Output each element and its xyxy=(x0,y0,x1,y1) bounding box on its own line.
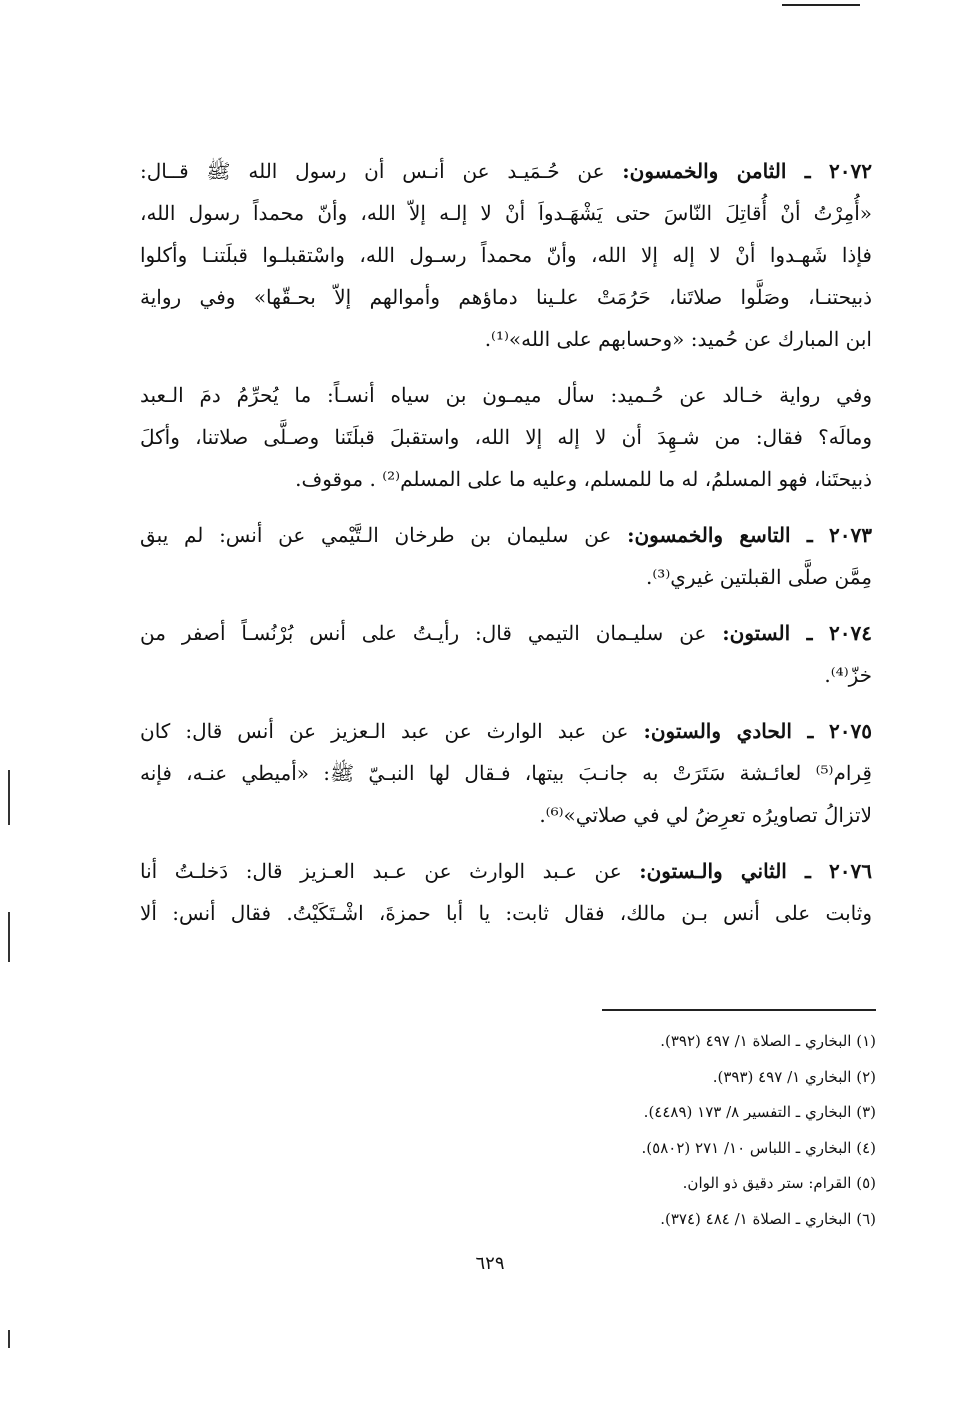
text-line xyxy=(140,150,872,192)
footnote-4: (٤) البخاري ـ اللباس ١٠/ ٢٧١ (٥٨٠٢). xyxy=(641,1138,876,1157)
text-run: عن عـبد الوارث عن عـبد العـزيز قال: دَخلـتُ أنا xyxy=(140,859,640,883)
hadith-2075 xyxy=(140,710,872,836)
hadith-number-heading: ٢٠٧٢ ـ الثامن والخمسون: xyxy=(622,159,872,183)
page-number: ٦٢٩ xyxy=(475,1253,505,1274)
text-line xyxy=(140,612,872,654)
hadith-number-heading: ٢٠٧٤ ـ الستون: xyxy=(722,621,872,645)
text-line: «أُمِرْتُ أنْ أُقاتِلَ النّاسَ حتى يَشْهَـدواَ أنْ لا إلـه إلاّ الله، وأنّ محمداً رسول الله، xyxy=(140,201,872,225)
text-line: ذبيحتنـا، وصَلَّوا صلاتَنا، حَرُمَتْ علـينا دماؤهم وأموالهم إلاّ بحـقّها» وفي رواية xyxy=(140,285,872,309)
text-line: لاتزالُ تصاويرُه تعرِضُ لي في صلاتي»⁽⁶⁾. xyxy=(539,803,872,827)
top-rule xyxy=(782,4,860,6)
hadith-number-heading: ٢٠٧٥ ـ الحادي والستون: xyxy=(643,719,872,743)
hadith-2072-variant xyxy=(140,374,872,500)
hadith-2076 xyxy=(140,850,872,934)
footnote-2: (٢) البخاري ١/ ٤٩٧ (٣٩٣). xyxy=(712,1067,876,1086)
left-margin-mark xyxy=(8,1330,10,1348)
footnote-1: (١) البخاري ـ الصلاة ١/ ٤٩٧ (٣٩٢). xyxy=(660,1032,876,1050)
text-line: قِرام⁽⁵⁾ لعائـشة سَتَرَتْ به جانـبَ بيتها، فـقال لها النبـيّ ﷺ: «أميطي عنـه، فإنه xyxy=(140,761,872,785)
text-run: عن سليمان بن طرخان الـتَّيْمي عن أنس: لم يبق xyxy=(140,523,628,547)
text-run: عن سليـمان التيمي قال: رأيـتُ على أنس بُرْنُسـاً أصفر من xyxy=(140,621,723,645)
text-line: مِمَّن صلَّى القبلتين غيري⁽³⁾. xyxy=(646,565,872,589)
text-line: وثابت على أنس بـن مالك، فقال ثابت: يا أبا حمزةَ، اشْـتَكَيْتُ. فقال أنس: ألا xyxy=(140,901,872,925)
text-line: ومالَه؟ فقال: من شـهِدَ أن لا إله إلا الله، واستقبلَ قبلَتَنا وصـلَّى صلاتنا، وأكلَ xyxy=(140,425,872,449)
footnote-6: (٦) البخاري ـ الصلاة ١/ ٤٨٤ (٣٧٤). xyxy=(660,1209,876,1228)
text-line: خزّ⁽⁴⁾. xyxy=(824,663,872,687)
hadith-2073 xyxy=(140,514,872,598)
main-text xyxy=(140,150,872,948)
text-run: عن حُـمَيـد عن أنـس أن رسول الله ﷺ قــال: xyxy=(140,159,623,183)
footnote-separator xyxy=(602,1009,876,1011)
left-margin-mark xyxy=(8,912,10,962)
footnotes xyxy=(376,1024,876,1237)
text-line xyxy=(140,850,872,892)
text-line: ابن المبارك عن حُميد: «وحسابهم على الله»⁽¹⁾. xyxy=(484,327,872,351)
left-margin-mark xyxy=(8,770,10,825)
text-line: ذبيحتَنا، فهو المسلمُ، له ما للمسلم، وعليه ما على المسلم⁽²⁾ . موقوف. xyxy=(295,467,872,491)
text-line: وفي رواية خـالد عن حُـميد: سأل ميمـون بن سياه أنسـاً: ما يُحرِّمُ دمَ الـعبد xyxy=(140,383,872,407)
hadith-number-heading: ٢٠٧٦ ـ الثاني والـستون: xyxy=(639,859,872,883)
text-line: فإذا شَهـدوا أنْ لا إله إلا الله، وأنّ محمداً رسـول الله، واسْتقبلـوا قبلَتنـا وأكلوا xyxy=(140,243,872,267)
text-line xyxy=(140,710,872,752)
footnote-5: (٥) القرام: ستر دقيق ذو الوان. xyxy=(682,1174,876,1192)
text-line xyxy=(140,514,872,556)
hadith-2074 xyxy=(140,612,872,696)
hadith-2072 xyxy=(140,150,872,360)
text-run: عن عبد الوارث عن عبد الـعزيز عن أنس قال: كان xyxy=(140,719,644,743)
hadith-number-heading: ٢٠٧٣ ـ التاسع والخمسون: xyxy=(627,523,872,547)
footnote-3: (٣) البخاري ـ التفسير ٨/ ١٧٣ (٤٤٨٩). xyxy=(643,1103,876,1121)
